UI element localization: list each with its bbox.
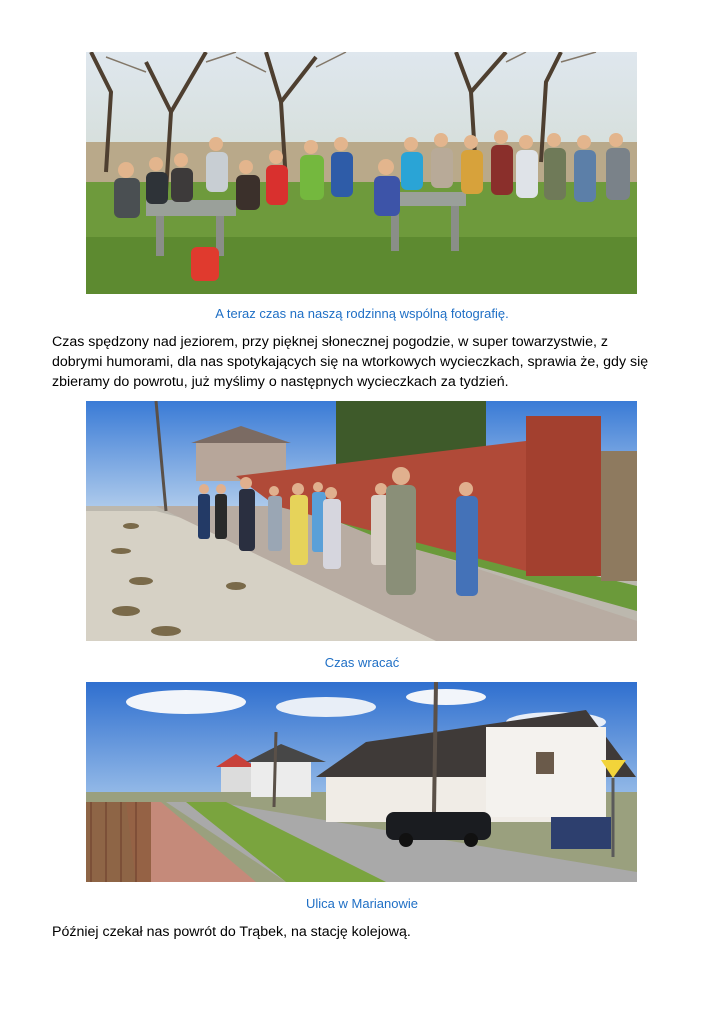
group-walking-photo	[86, 401, 637, 641]
caption-group-photo: A teraz czas na naszą rodzinną wspólną fotografię.	[215, 306, 509, 321]
street-photo	[86, 682, 637, 882]
caption-walking-photo: Czas wracać	[324, 655, 400, 670]
paragraph-line: Później czekał nas powrót do Trąbek, na stację kolejową.	[52, 924, 411, 940]
paragraph-line: zbieramy do powrotu, już myślimy o następnych wycieczkach za tydzień.	[52, 374, 509, 390]
group-photo	[86, 52, 637, 294]
paragraph-line: Czas spędzony nad jeziorem, przy pięknej słonecznej pogodzie, w super towarzystwie, z	[52, 334, 608, 350]
paragraph-return	[52, 922, 682, 942]
paragraph-line: dobrymi humorami, dla nas spotykających się na wtorkowych wycieczkach, sprawia że, gdy się	[52, 354, 649, 370]
paragraph-lake	[52, 332, 682, 392]
caption-street-photo: Ulica w Marianowie	[306, 896, 418, 911]
